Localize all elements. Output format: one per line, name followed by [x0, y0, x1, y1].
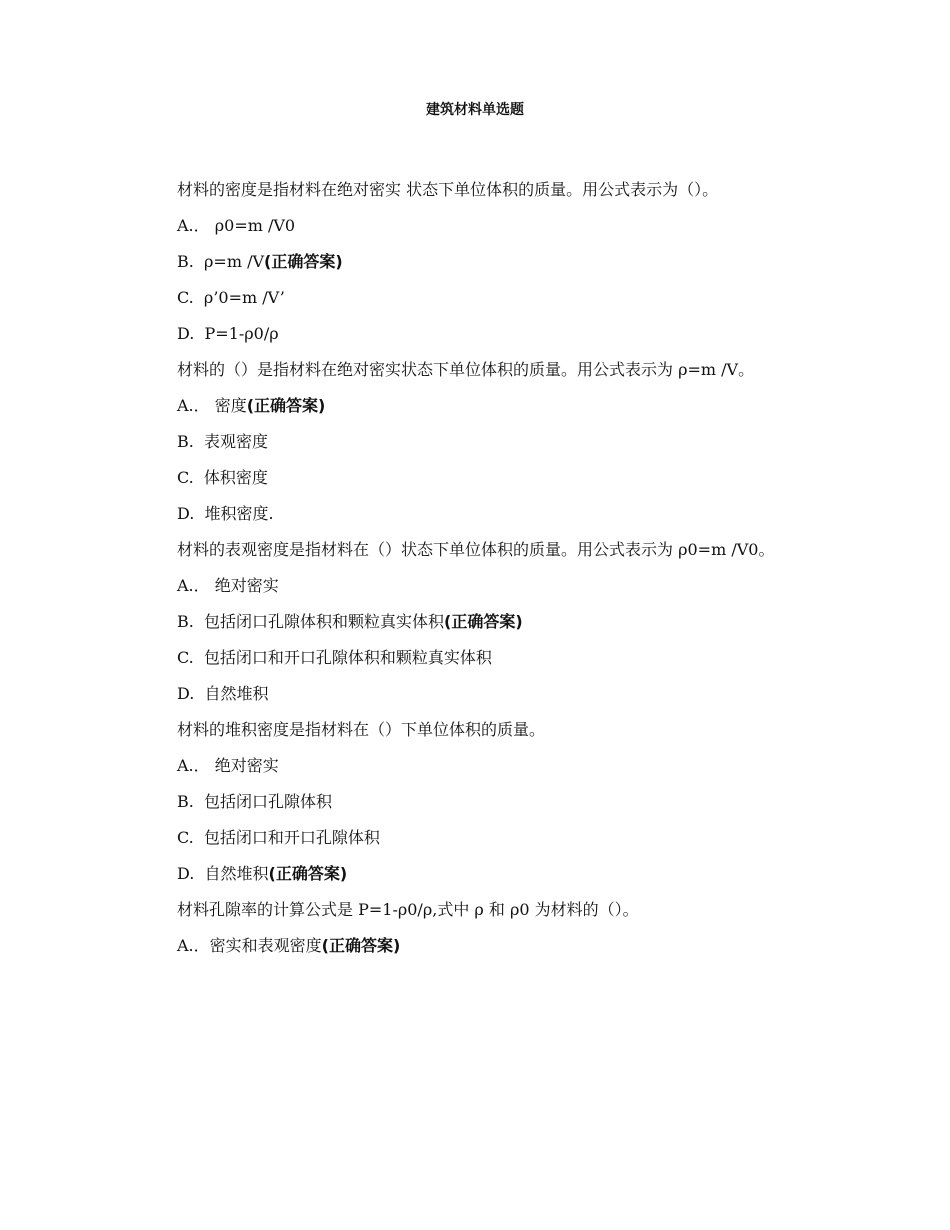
option-text: C. 体积密度: [177, 468, 268, 487]
option-text: D. P=1-ρ0/ρ: [177, 324, 279, 343]
option-text: B. 表观密度: [177, 432, 269, 451]
option-a: [140, 388, 815, 424]
option-b: [140, 424, 815, 460]
option-d: [140, 496, 815, 532]
option-text: C. ρ’0=m /V’: [177, 288, 285, 307]
option-text: B. 包括闭口孔隙体积和颗粒真实体积: [177, 612, 445, 631]
option-b: [140, 604, 815, 640]
option-c: [140, 820, 815, 856]
question-1: [140, 172, 815, 352]
option-text: C. 包括闭口和开口孔隙体积: [177, 828, 380, 847]
option-d: [140, 856, 815, 892]
option-a: [140, 208, 815, 244]
option-text: D. 自然堆积: [177, 864, 269, 883]
question-4: [140, 712, 815, 892]
option-b: [140, 244, 815, 280]
question-text: 材料的密度是指材料在绝对密实 状态下单位体积的质量。用公式表示为（）。: [177, 180, 719, 199]
option-text: B. ρ=m /V: [177, 252, 265, 271]
option-text: A.．密实和表观密度: [177, 936, 322, 955]
option-text: A.． ρ0=m /V0: [177, 216, 296, 235]
option-text: D. 堆积密度.: [177, 504, 274, 523]
question-5: [140, 892, 815, 964]
option-text: D. 自然堆积: [177, 684, 269, 703]
option-a: [140, 748, 815, 784]
option-b: [140, 784, 815, 820]
question-text: 材料的（）是指材料在绝对密实状态下单位体积的质量。用公式表示为 ρ=m /V。: [177, 360, 755, 379]
option-text: C. 包括闭口和开口孔隙体积和颗粒真实体积: [177, 648, 492, 667]
option-text: B. 包括闭口孔隙体积: [177, 792, 333, 811]
question-list: [140, 172, 815, 964]
option-c: [140, 640, 815, 676]
question-text: 材料孔隙率的计算公式是 P=1-ρ0/ρ,式中 ρ 和 ρ0 为材料的（）。: [177, 900, 639, 919]
correct-answer-marker: (正确答案): [444, 612, 523, 631]
correct-answer-marker: (正确答案): [321, 936, 401, 955]
option-text: A.． 绝对密实: [177, 576, 279, 595]
option-a: [140, 928, 815, 964]
question-text: 材料的堆积密度是指材料在（）下单位体积的质量。: [177, 720, 546, 739]
option-c: [140, 280, 815, 316]
document-title: 建筑材料单选题: [426, 102, 524, 118]
question-3: [140, 532, 815, 712]
option-a: [140, 568, 815, 604]
correct-answer-marker: (正确答案): [246, 396, 326, 415]
correct-answer-marker: (正确答案): [268, 864, 348, 883]
option-c: [140, 460, 815, 496]
option-text: A.． 密度: [177, 396, 247, 415]
correct-answer-marker: (正确答案): [264, 252, 343, 271]
option-d: [140, 676, 815, 712]
question-2: [140, 352, 815, 532]
question-text: 材料的表观密度是指材料在（）状态下单位体积的质量。用公式表示为 ρ0=m /V0。: [177, 540, 775, 559]
option-d: [140, 316, 815, 352]
option-text: A.． 绝对密实: [177, 756, 279, 775]
